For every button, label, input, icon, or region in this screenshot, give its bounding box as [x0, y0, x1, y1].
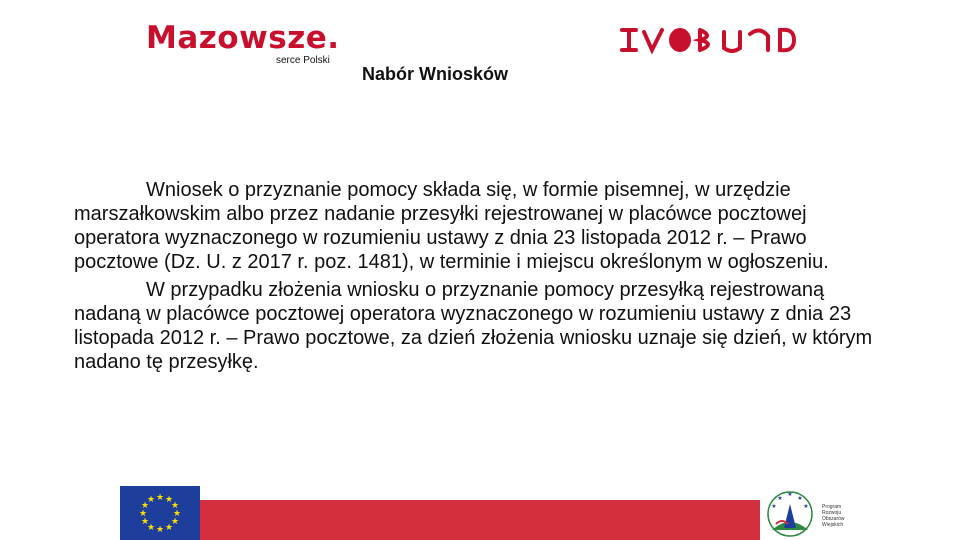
svg-text:★: ★ — [803, 503, 809, 510]
prow-logo-icon — [762, 484, 872, 540]
prow-logo-line-4: Wiejskich — [822, 522, 844, 528]
prow-logo-line-2: Rozwoju — [822, 510, 842, 516]
body-text — [74, 178, 874, 378]
svg-text:★: ★ — [138, 509, 148, 519]
svg-text:★: ★ — [777, 495, 783, 502]
svg-text:★: ★ — [164, 523, 174, 533]
svg-text:★: ★ — [146, 523, 156, 533]
paragraph-1: Wniosek o przyznanie pomocy składa się, w formie pisemnej, w urzędzie marszałkowskim albo przez nadanie przesyłki rejestrowanej w placówce pocztowej operatora wyznaczonego w rozumieniu ustawy z dnia 23 listopada 2012 r. – Prawo pocztowe (Dz. U. z 2017 r. poz. 1481), w terminie i miejscu określonym w ogłoszeniu. — [74, 179, 829, 273]
svg-text:★: ★ — [170, 517, 180, 527]
svg-text:★: ★ — [771, 503, 777, 510]
svg-text:★: ★ — [797, 495, 803, 502]
svg-text:★: ★ — [164, 495, 174, 505]
prow-logo-line-1: Program — [822, 504, 842, 510]
svg-text:★: ★ — [172, 509, 182, 519]
footer-bar — [200, 500, 760, 540]
paragraph-2: W przypadku złożenia wniosku o przyznanie pomocy przesyłką rejestrowaną nadaną w placówce pocztowej operatora wyznaczonego w rozumieniu ustawy z dnia 23 listopada 2012 r. – Prawo pocztowe, za dzień złożenia wniosku uznaje się dzień, w którym nadano tę przesyłkę. — [74, 279, 873, 373]
svg-text:★: ★ — [787, 491, 793, 498]
mazowsze-logo — [146, 18, 366, 68]
svg-text:★: ★ — [170, 501, 180, 511]
svg-text:★: ★ — [140, 501, 150, 511]
svg-text:★: ★ — [155, 525, 165, 535]
mazowsze-wordmark: Mazowsze. — [146, 20, 340, 56]
svg-text:★: ★ — [146, 495, 156, 505]
svg-text:★: ★ — [155, 493, 165, 503]
decorative-glyphs-logo-icon — [618, 22, 818, 56]
mazowsze-tagline: serce Polski — [276, 55, 330, 66]
prow-logo-line-3: Obszarów — [822, 516, 845, 522]
svg-text:★: ★ — [140, 517, 150, 527]
eu-flag-icon — [120, 486, 200, 540]
page-title: Nabór Wniosków — [362, 64, 509, 84]
